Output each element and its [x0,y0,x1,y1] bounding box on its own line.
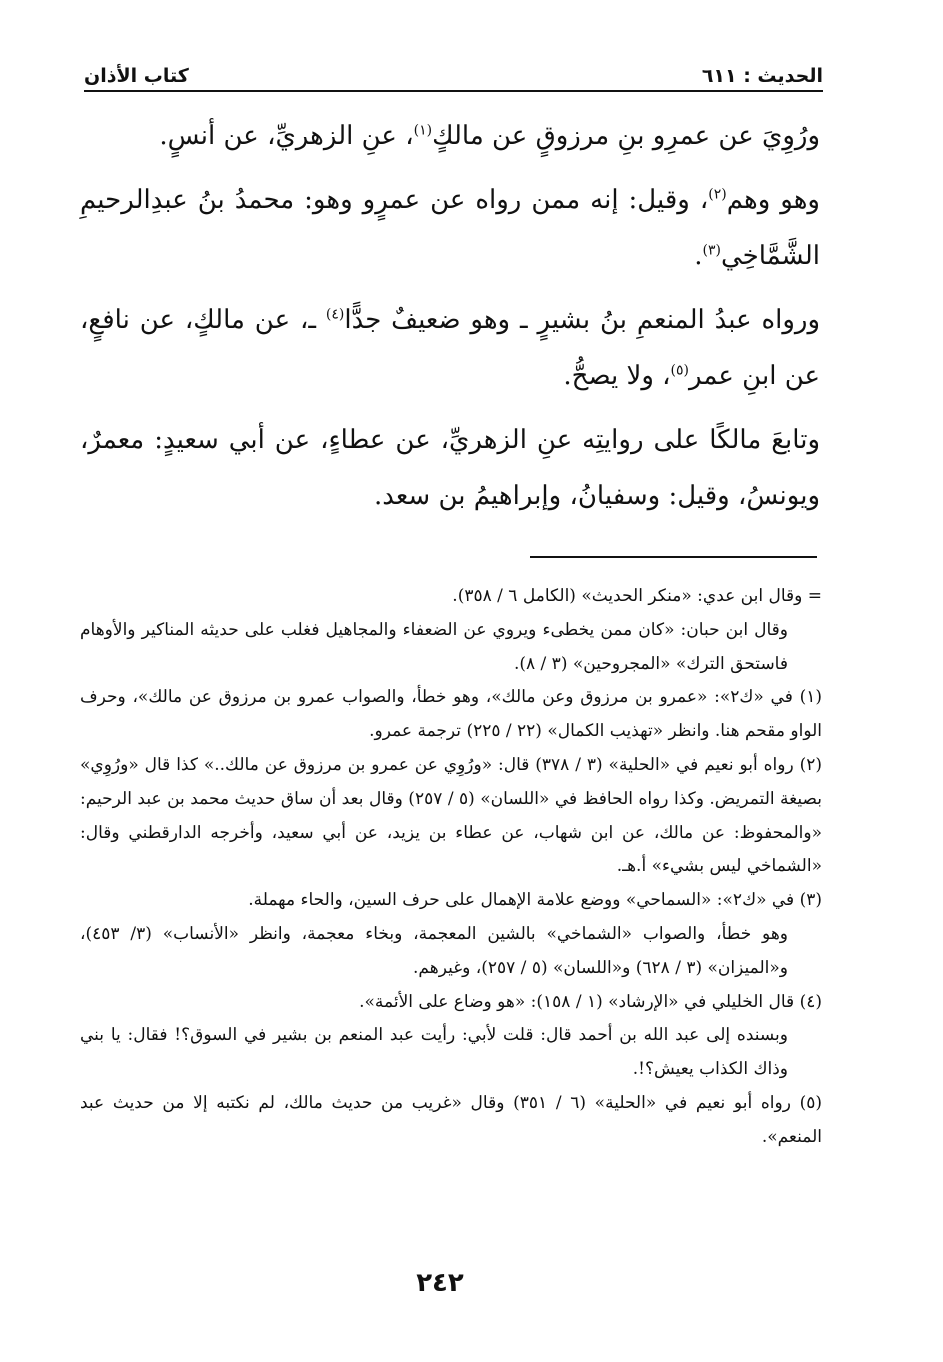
main-paragraph-2: وهو وهم$^{(٢)}$، وقيل: إنه ممن رواه عن عمرٍو وهو: محمدُ بنُ عبدِالرحيمِ الشَّمَّاخِي$^{(٣)}$. [80,185,820,271]
footnote-ref-4[interactable]: (٤) [325,306,345,323]
footnote-ref-1[interactable]: (١) [413,122,433,139]
footnote-ref-2[interactable]: (٢) [708,186,727,203]
footnote-separator [530,556,817,558]
running-header [84,60,823,92]
footnote-4-continuation: وبسنده إلى عبد الله بن أحمد قال: قلت لأبي: رأيت عبد المنعم بن بشير في السوق؟! فقال: يا بني وذاك الكذاب يعيش؟!. [80,1025,789,1080]
footnote-5: (٥) رواه أبو نعيم في «الحلية» (٦ / ٣٥١) وقال «غريب من حديث مالك، لم نكتبه إلا من حديث عبد المنعم». [80,1092,822,1147]
footnote-continuation-2: وقال ابن حبان: «كان ممن يخطىء ويروي عن الضعفاء والمجاهيل فغلب على حديثه المناكير والأوهام فاستحق الترك» «المجروحين» (٣ / ٨). [80,619,788,674]
footnotes [80,580,822,1155]
footnote-ref-3[interactable]: (٣) [702,242,721,259]
footnote-3: (٣) في «ك٢»: «السماحي» ووضع علامة الإهمال على حرف السين، والحاء مهملة. [248,890,822,911]
page-number: ٢٤٢ [416,1268,464,1298]
footnote-3-continuation: وهو خطأ، والصواب «الشماخي» بالشين المعجمة، وبخاء معجمة، وانظر «الأنساب» (٣/ ٤٥٣)، و«الميزان» (٣ / ٦٢٨) و«اللسان» (٥ / ٢٥٧)، وغيرهم. [80,923,788,978]
book-title: كتاب الأذان [84,65,189,87]
main-paragraph-4: وتابعَ مالكًا على روايتِه عنِ الزهريِّ، عن عطاءٍ، عن أبي سعيدٍ: معمرٌ، ويونسُ، وقيل: وسفيانُ، وإبراهيمُ بن سعد. [80,425,820,511]
main-text [80,108,820,532]
footnote-4: (٤) قال الخليلي في «الإرشاد» (١ / ١٥٨): «هو وضاع على الأئمة». [359,991,822,1012]
main-paragraph-3: ورواه عبدُ المنعمِ بنُ بشيرٍ ـ وهو ضعيفٌ جدًّا$^{(٤)}$ ـ، عن مالكٍ، عن نافعٍ، عن ابنِ عمر$^{(٥)}$، ولا يصحُّ. [80,305,820,391]
footnote-2: (٢) رواه أبو نعيم في «الحلية» (٣ / ٣٧٨) قال: «ورُوِي عن عمرو بن مرزوق عن مالك..» كذا قال «ورُوِي» بصيغة التمريض. وكذا رواه الحافظ في «اللسان» (٥ / ٢٥٧) وقال بعد أن ساق حديث محمد بن عبد الرحيم: «والمحفوظ: عن مالك، عن ابن شهاب، عن عطاء بن يزيد، عن أبي سعيد، وأخرجه الدارقطني وقال: «الشماخي ليس بشيء» أ.هـ. [80,754,822,877]
main-paragraph-1: ورُوِيَ عن عمرِو بنِ مرزوقٍ عن مالكٍ$^{(١)}$، عنِ الزهريِّ، عن أنسٍ. [159,121,820,151]
footnote-continuation-1: = وقال ابن عدي: «منكر الحديث» (الكامل ٦ / ٣٥٨). [452,586,822,606]
footnote-ref-5[interactable]: (٥) [670,362,690,379]
footnote-1: (١) في «ك٢»: «عمرو بن مرزوق وعن مالك»، وهو خطأ، والصواب عمرو بن مرزوق عن مالك»، وحرف الواو مقحم هنا. وانظر «تهذيب الكمال» (٢٢ / ٢٢٥) ترجمة عمرو. [80,687,822,742]
hadith-number-label: الحديث : ٦١١ [701,65,823,87]
